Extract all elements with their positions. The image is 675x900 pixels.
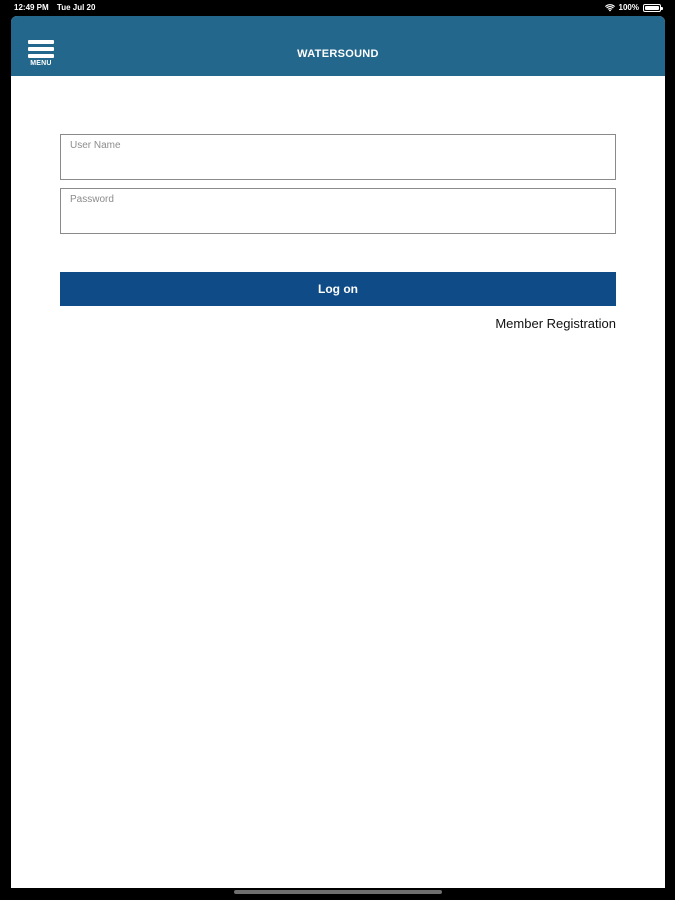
status-date: Tue Jul 20 [56, 3, 96, 12]
menu-label: MENU [30, 60, 52, 67]
password-field[interactable] [60, 188, 616, 234]
password-label: Password [70, 194, 114, 205]
status-left [14, 3, 101, 12]
app-screen [11, 16, 665, 888]
password-input[interactable] [70, 209, 606, 229]
status-time: 12:49 PM [14, 3, 49, 12]
battery-percent: 100% [618, 3, 639, 12]
app-header [11, 16, 665, 76]
app-title: WATERSOUND [297, 48, 379, 60]
username-label: User Name [70, 140, 121, 151]
member-registration-link[interactable]: Member Registration [495, 316, 616, 331]
wifi-icon [605, 4, 615, 12]
status-right [605, 3, 661, 12]
battery-icon [643, 4, 661, 12]
username-input[interactable] [70, 155, 606, 175]
username-field[interactable] [60, 134, 616, 180]
log-on-button[interactable]: Log on [60, 272, 616, 306]
status-bar [0, 0, 675, 16]
home-indicator [234, 890, 442, 894]
